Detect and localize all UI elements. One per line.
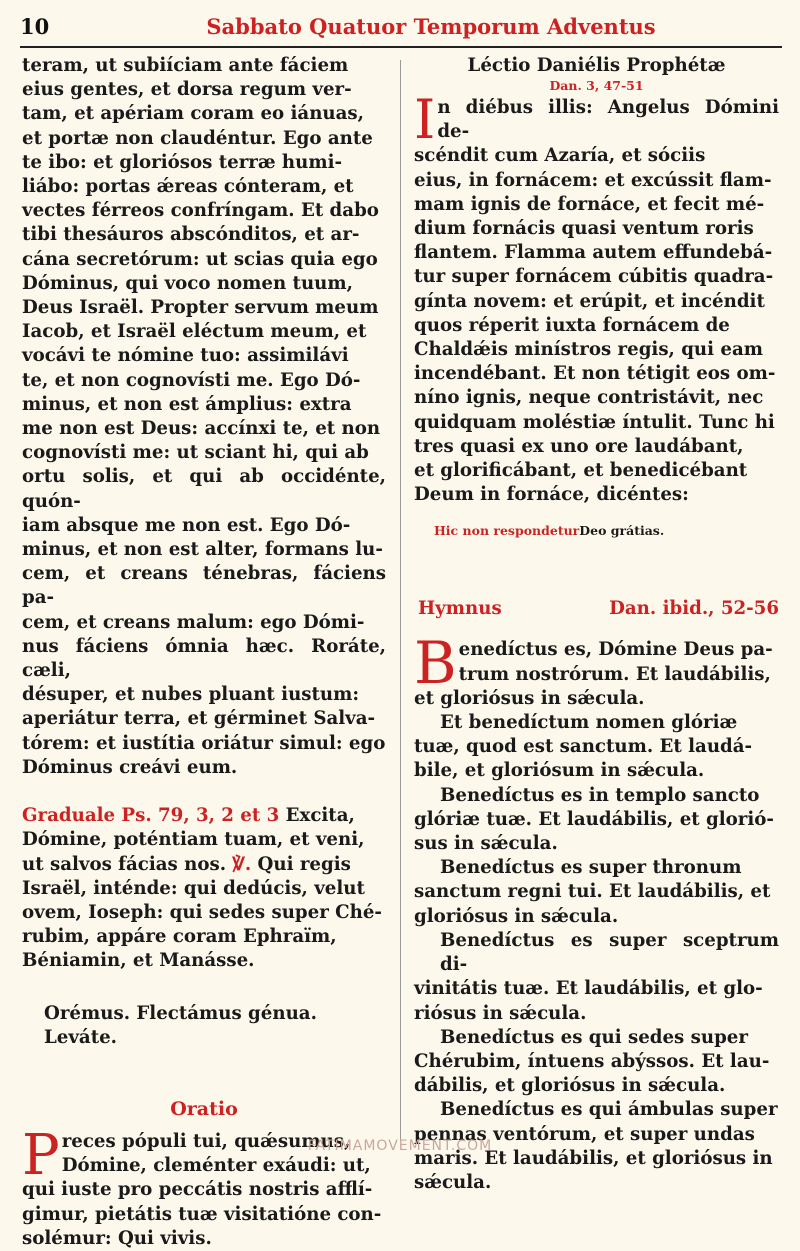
text-line: Dóminus, qui voco nomen tuum, xyxy=(22,272,353,294)
text-line: gimur, pietátis tuæ visitatióne con- xyxy=(22,1203,382,1225)
oratio-title: Oratio xyxy=(170,1097,238,1120)
hymnus-verse-line: maris. Et laudábilis, et gloriósus in xyxy=(414,1147,773,1169)
hymnus-verse-line: Benedíctus es qui sedes super xyxy=(440,1026,748,1048)
text-line: et glorificábant, et benedicébant xyxy=(414,460,748,482)
text-line: tres quasi ex uno ore laudábant, xyxy=(414,435,744,457)
hymnus-verse-line: riósus in sǽcula. xyxy=(414,1002,587,1024)
text-line: incendébant. Et non tétigit eos om- xyxy=(414,363,776,385)
hymnus-verse-line: Benedíctus es qui ámbulas super xyxy=(440,1099,778,1121)
hymnus-verse-line: Et benedíctum nomen glóriæ xyxy=(440,712,738,734)
hymnus-verse-line: bile, et gloriósum in sǽcula. xyxy=(414,760,705,782)
response-rubric: Hic non respondetur xyxy=(434,523,580,539)
text-line: dium fornácis quasi ventum roris xyxy=(414,218,754,240)
graduale-text: Qui regis xyxy=(257,853,351,875)
text-line: te ibo: et gloriósos terræ humi- xyxy=(22,151,343,173)
hymnus-verse-line: dábilis, et gloriósus in sǽcula. xyxy=(414,1075,726,1097)
text-line: Chaldǽis minístros regis, qui eam xyxy=(414,339,763,361)
oratio-line: reces pópuli tui, quǽsumus, xyxy=(61,1130,351,1152)
text-line: cána secretórum: ut scias quia ego xyxy=(22,248,378,270)
response xyxy=(414,523,779,538)
text-line: ovem, Ioseph: qui sedes super Ché- xyxy=(22,901,382,923)
hymnus-verse-line: Benedíctus es super sceptrum di- xyxy=(440,929,779,976)
dropcap-b: B xyxy=(414,629,457,698)
lectio-title: Léctio Daniélis Prophétæ xyxy=(467,55,726,76)
text-line: quidquam moléstiæ íntulit. Tunc hi xyxy=(414,411,775,433)
dropcap-p: P xyxy=(22,1122,60,1188)
text-line: désuper, et nubes pluant iustum: xyxy=(22,684,360,706)
text-line: gínta novem: et erúpit, et incéndit xyxy=(414,290,765,312)
lectio-line: n diébus illis: Angelus Dómini de- xyxy=(437,97,779,143)
text-line: Dóminus creávi eum. xyxy=(22,756,238,778)
page-number: 10 xyxy=(20,14,50,39)
text-line: ortu solis, et qui ab occidénte, quón- xyxy=(22,466,386,512)
lesson-continuation xyxy=(22,54,386,780)
lectio-reference: Dan. 3, 47-51 xyxy=(549,78,644,93)
oratio-line: Dómine, cleménter exáudi: ut, xyxy=(61,1155,371,1177)
dropcap-i: I xyxy=(414,88,436,151)
text-line: tur super fornácem cúbitis quadra- xyxy=(414,266,774,288)
text-line: Deus Israël. Propter servum meum xyxy=(22,297,379,319)
text-line: qui iuste pro peccátis nostris afflí- xyxy=(22,1179,373,1201)
graduale-text: ut salvos fácias nos. xyxy=(22,853,227,875)
hymnus-line: et gloriósus in sǽcula. xyxy=(414,687,645,709)
graduale-title: Graduale Ps. 79, 3, 2 et 3 xyxy=(22,805,280,827)
text-line: Deum in fornáce, dicéntes: xyxy=(414,484,689,506)
text-line: cem, et creans malum: ego Dómi- xyxy=(22,611,365,633)
hymnus-header xyxy=(414,598,779,624)
text-line: et portæ non claudéntur. Ego ante xyxy=(22,127,373,149)
graduale-text: Excita, xyxy=(285,805,355,827)
oremus-line: Orémus. Flectámus génua. xyxy=(44,1002,317,1024)
text-line: flantem. Flamma autem effundebá- xyxy=(414,242,773,264)
text-line: mam ignis de fornáce, et fecit mé- xyxy=(414,193,765,215)
text-line: liábo: portas ǽreas cónteram, et xyxy=(22,176,354,198)
hymnus-verse-line: sus in sǽcula. xyxy=(414,833,558,855)
hymnus-verse-line: pennas ventórum, et super undas xyxy=(414,1123,755,1145)
text-line: Iacob, et Israël eléctum meum, et xyxy=(22,321,367,343)
hymnus-verse-line: Benedíctus es super thronum xyxy=(440,857,742,879)
hymnus-text xyxy=(414,629,779,1195)
text-line: iam absque me non est. Ego Dó- xyxy=(22,514,351,536)
text-line: vectes férreos confríngam. Et dabo xyxy=(22,200,379,222)
hymnus-verse-line: Benedíctus es in templo sancto xyxy=(440,784,760,806)
text-line: minus, et non est alter, formans lu- xyxy=(22,539,383,561)
right-column xyxy=(414,54,779,1195)
text-line: cem, et creans ténebras, fáciens pa- xyxy=(22,563,386,609)
hymnus-verse-line: Chérubim, íntuens abýssos. Et lau- xyxy=(414,1050,770,1072)
text-line: teram, ut subiíciam ante fáciem xyxy=(22,55,349,76)
text-line: rubim, appáre coram Ephraïm, xyxy=(22,926,337,948)
text-line: solémur: Qui vivis. xyxy=(22,1227,212,1249)
running-title: Sabbato Quatuor Temporum Adventus xyxy=(206,14,656,39)
left-column xyxy=(22,54,386,1251)
text-line: eius, in fornácem: et excússit flam- xyxy=(414,169,772,191)
hymnus-title: Hymnus xyxy=(418,598,502,620)
column-divider xyxy=(400,60,401,1140)
text-line: aperiátur terra, et gérminet Salva- xyxy=(22,708,376,730)
text-line: tam, et apériam coram eo iánuas, xyxy=(22,103,365,125)
levate-line: Leváte. xyxy=(44,1026,118,1048)
text-line: cognovísti me: ut sciant hi, qui ab xyxy=(22,442,369,464)
hymnus-line: enedíctus es, Dómine Deus pa- xyxy=(458,639,773,661)
header-rule xyxy=(20,46,782,48)
hymnus-verse-line: sǽcula. xyxy=(414,1171,492,1193)
text-line: te, et non cognovísti me. Ego Dó- xyxy=(22,369,361,391)
text-line: tórem: et iustítia oriátur simul: ego xyxy=(22,732,386,754)
hymnus-reference: Dan. ibid., 52-56 xyxy=(609,598,779,620)
hymnus-line: trum nostrórum. Et laudábilis, xyxy=(458,663,771,685)
hymnus-verse-line: glóriæ tuæ. Et laudábilis, et glorió- xyxy=(414,808,774,830)
text-line: Béniamin, et Manásse. xyxy=(22,950,255,972)
graduale-line: Dómine, poténtiam tuam, et veni, xyxy=(22,829,365,851)
page-header xyxy=(20,12,782,46)
text-line: níno ignis, neque contristávit, nec xyxy=(414,387,764,409)
text-line: minus, et non est ámplius: extra xyxy=(22,393,352,415)
hymnus-verse-line: tuæ, quod est sanctum. Et laudá- xyxy=(414,736,753,758)
lectio-line: scéndit cum Azaría, et sóciis xyxy=(414,145,706,167)
hymnus-verse-line: vinitátis tuæ. Et laudábilis, et glo- xyxy=(414,978,763,1000)
watermark: FATIMAMOVEMENT.COM xyxy=(307,1138,493,1154)
text-line: me non est Deus: accínxi te, et non xyxy=(22,418,381,440)
hymnus-verse-line: gloriósus in sǽcula. xyxy=(414,905,619,927)
text-line: Israël, inténde: qui dedúcis, velut xyxy=(22,877,365,899)
hymnus-verse-line: sanctum regni tui. Et laudábilis, et xyxy=(414,881,771,903)
text-line: nus fáciens ómnia hæc. Roráte, cæli, xyxy=(22,635,386,682)
text-line: quos réperit iuxta fornácem de xyxy=(414,314,730,336)
graduale xyxy=(22,804,386,973)
oremus xyxy=(22,1002,386,1050)
text-line: tibi thesáuros abscónditos, et ar- xyxy=(22,224,360,246)
text-line: eius gentes, et dorsa regum ver- xyxy=(22,79,352,101)
response-text: Deo grátias. xyxy=(579,523,665,539)
versicle-mark: ℣. xyxy=(232,853,252,875)
lectio-text xyxy=(414,88,779,507)
text-line: vocávi te nómine tuo: assimilávi xyxy=(22,345,349,367)
